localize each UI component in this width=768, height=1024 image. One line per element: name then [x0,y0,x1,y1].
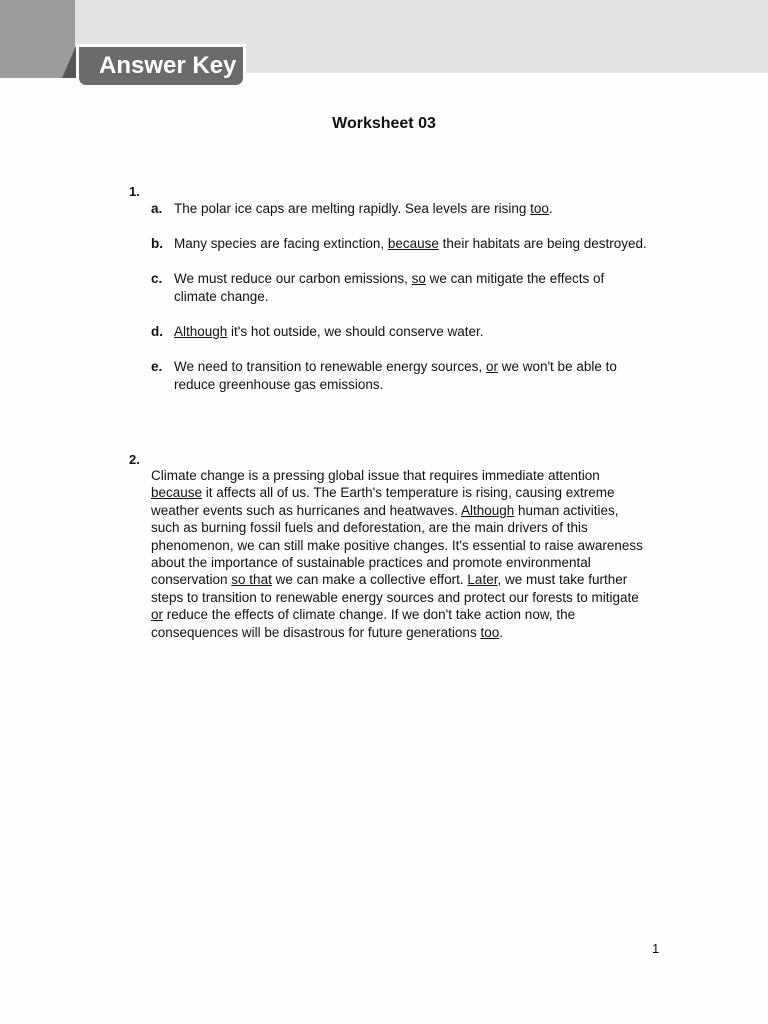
paragraph-line: or reduce the effects of climate change. If we don't take action now, the [151,607,576,623]
paragraph-line: steps to transition to renewable energy sources and protect our forests to mitigate [151,589,639,605]
item-letter: b. [151,236,163,251]
paragraph-line: about the importance of sustainable practices and promote environmental [151,555,591,571]
header-corner-block [0,0,75,78]
page-number: 1 [652,941,660,956]
item-letter: c. [151,271,163,286]
item-text: Although it's hot outside, we should conserve water. [174,324,484,339]
paragraph-line: weather events such as hurricanes and heatwaves. Although human activities, [151,502,619,518]
question-1-number: 1. [129,184,140,199]
answer-word: Although [174,324,228,339]
answer-word: because [151,485,203,501]
paragraph-line: because it affects all of us. The Earth's temperature is rising, causing extreme [151,485,615,501]
q1-item-c [151,270,681,306]
answer-word: or [485,359,498,374]
q1-item-a [151,200,681,218]
item-text: Many species are facing extinction, because their habitats are being destroyed. [174,236,647,251]
answer-word: Although [460,502,515,518]
item-text: We need to transition to renewable energy sources, or we won't be able to reduce greenhouse gas emissions. [174,359,617,392]
q1-item-b [151,235,681,253]
paragraph-line: phenomenon, we can still make positive changes. It's essential to raise awareness [151,537,643,553]
answer-key-label: Answer Key [99,52,237,79]
answer-word: too [480,624,500,640]
q1-item-e [151,358,681,394]
item-text: We must reduce our carbon emissions, so we can mitigate the effects of climate change. [174,271,605,304]
answer-word: too [530,201,549,216]
item-letter: a. [151,201,163,216]
worksheet-title: Worksheet 03 [332,115,436,132]
question-2-number: 2. [129,452,140,467]
answer-word: so [411,271,426,286]
item-text: The polar ice caps are melting rapidly. Sea levels are rising too. [174,201,553,216]
item-letter: d. [151,324,163,339]
q1-item-d [151,323,681,341]
paragraph-line: Climate change is a pressing global issue that requires immediate attention [151,468,600,483]
answer-word: so that [231,572,272,588]
answer-word: or [151,607,164,623]
paragraph-line: such as burning fossil fuels and deforestation, are the main drivers of this [151,520,588,536]
q2-paragraph [151,467,671,641]
paragraph-line: conservation so that we can make a collective effort. Later, we must take further [151,572,628,588]
answer-word: Later [467,572,498,588]
item-letter: e. [151,359,163,374]
answer-word: because [387,236,439,251]
answer-key-tab [76,44,246,88]
paragraph-line: consequences will be disastrous for future generations too. [151,624,503,640]
